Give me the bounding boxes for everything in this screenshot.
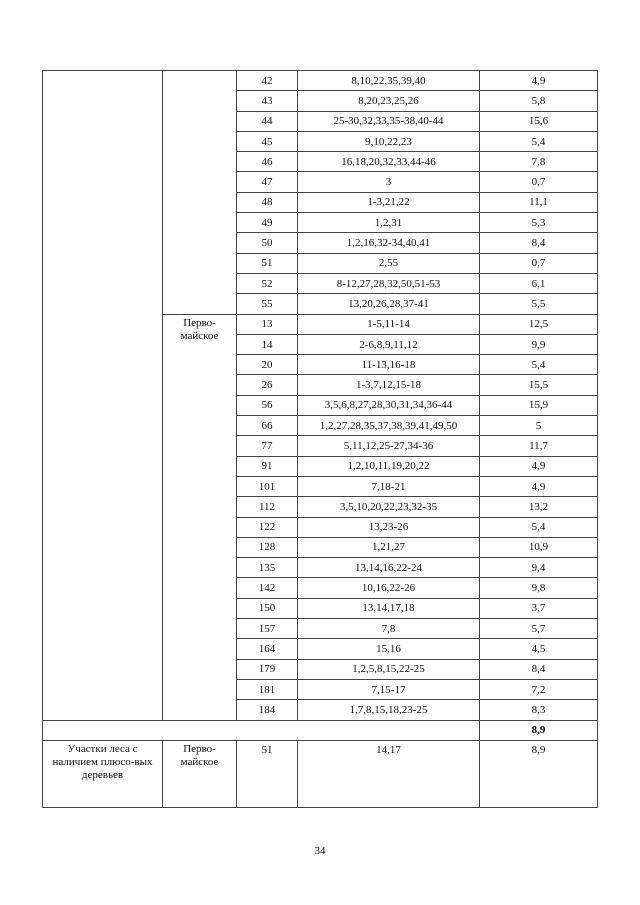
quarter-cell: 112 bbox=[237, 497, 298, 517]
area-cell: 15,6 bbox=[480, 111, 598, 131]
plots-cell: 7,8 bbox=[298, 619, 480, 639]
quarter-cell: 20 bbox=[237, 355, 298, 375]
area-cell: 7,2 bbox=[480, 679, 598, 699]
plots-cell: 14,17 bbox=[298, 740, 480, 807]
plots-cell: 13,23-26 bbox=[298, 517, 480, 537]
plots-cell: 2-6,8,9,11,12 bbox=[298, 334, 480, 354]
plots-cell: 13,20,26,28,37-41 bbox=[298, 294, 480, 314]
plots-cell: 1,21,27 bbox=[298, 537, 480, 557]
area-cell: 15,9 bbox=[480, 395, 598, 415]
total-label-cell bbox=[43, 720, 480, 740]
quarter-cell: 43 bbox=[237, 91, 298, 111]
plots-cell: 2,55 bbox=[298, 253, 480, 273]
quarter-cell: 13 bbox=[237, 314, 298, 334]
total-area-cell: 8,9 bbox=[480, 720, 598, 740]
quarter-cell: 150 bbox=[237, 598, 298, 618]
plots-cell: 25-30,32,33,35-38,40-44 bbox=[298, 111, 480, 131]
quarter-cell: 157 bbox=[237, 619, 298, 639]
quarter-cell: 48 bbox=[237, 192, 298, 212]
plots-cell: 13,14,17,18 bbox=[298, 598, 480, 618]
area-cell: 5,4 bbox=[480, 517, 598, 537]
table-row bbox=[43, 71, 598, 91]
area-cell: 8,4 bbox=[480, 659, 598, 679]
plots-cell: 1,2,16,32-34,40,41 bbox=[298, 233, 480, 253]
plots-cell: 3,5,6,8,27,28,30,31,34,36-44 bbox=[298, 395, 480, 415]
area-cell: 11,7 bbox=[480, 436, 598, 456]
category-cell bbox=[43, 71, 163, 721]
table-body bbox=[43, 71, 598, 808]
quarter-cell: 46 bbox=[237, 152, 298, 172]
area-cell: 5 bbox=[480, 416, 598, 436]
area-cell: 5,7 bbox=[480, 619, 598, 639]
quarter-cell: 52 bbox=[237, 273, 298, 293]
area-cell: 5,4 bbox=[480, 131, 598, 151]
area-cell: 6,1 bbox=[480, 273, 598, 293]
quarter-cell: 128 bbox=[237, 537, 298, 557]
quarter-cell: 56 bbox=[237, 395, 298, 415]
quarter-cell: 135 bbox=[237, 558, 298, 578]
area-cell: 4,9 bbox=[480, 71, 598, 91]
plots-cell: 1,2,10,11,19,20,22 bbox=[298, 456, 480, 476]
plots-cell: 8,20,23,25,26 bbox=[298, 91, 480, 111]
quarter-cell: 51 bbox=[237, 253, 298, 273]
quarter-cell: 122 bbox=[237, 517, 298, 537]
plots-cell: 13,14,16,22-24 bbox=[298, 558, 480, 578]
plots-cell: 1-3,7,12,15-18 bbox=[298, 375, 480, 395]
total-row bbox=[43, 720, 598, 740]
plots-cell: 16,18,20,32,33,44-46 bbox=[298, 152, 480, 172]
quarter-cell: 181 bbox=[237, 679, 298, 699]
plots-cell: 7,15-17 bbox=[298, 679, 480, 699]
forestry-cell: Перво-майское bbox=[163, 314, 237, 720]
area-cell: 0,7 bbox=[480, 172, 598, 192]
quarter-cell: 42 bbox=[237, 71, 298, 91]
page-number: 34 bbox=[314, 845, 326, 857]
area-cell: 4,5 bbox=[480, 639, 598, 659]
plots-cell: 15,16 bbox=[298, 639, 480, 659]
area-cell: 13,2 bbox=[480, 497, 598, 517]
plots-cell: 3 bbox=[298, 172, 480, 192]
area-cell: 11,1 bbox=[480, 192, 598, 212]
quarter-cell: 77 bbox=[237, 436, 298, 456]
area-cell: 5,8 bbox=[480, 91, 598, 111]
area-cell: 5,4 bbox=[480, 355, 598, 375]
area-cell: 7,8 bbox=[480, 152, 598, 172]
quarter-cell: 142 bbox=[237, 578, 298, 598]
area-cell: 8,3 bbox=[480, 700, 598, 720]
quarter-cell: 101 bbox=[237, 476, 298, 496]
quarter-cell: 66 bbox=[237, 416, 298, 436]
area-cell: 5,3 bbox=[480, 213, 598, 233]
plots-cell: 1,2,31 bbox=[298, 213, 480, 233]
area-cell: 9,9 bbox=[480, 334, 598, 354]
quarter-cell: 14 bbox=[237, 334, 298, 354]
forestry-cell bbox=[163, 71, 237, 315]
plots-cell: 8-12,27,28,32,50,51-53 bbox=[298, 273, 480, 293]
quarter-cell: 47 bbox=[237, 172, 298, 192]
area-cell: 8,9 bbox=[480, 740, 598, 807]
area-cell: 3,7 bbox=[480, 598, 598, 618]
quarter-cell: 50 bbox=[237, 233, 298, 253]
quarter-cell: 164 bbox=[237, 639, 298, 659]
forestry-cell: Перво-майское bbox=[163, 740, 237, 807]
area-cell: 9,4 bbox=[480, 558, 598, 578]
quarter-cell: 26 bbox=[237, 375, 298, 395]
plots-cell: 1,7,8,15,18,23-25 bbox=[298, 700, 480, 720]
plots-cell: 5,11,12,25-27,34-36 bbox=[298, 436, 480, 456]
area-cell: 4,9 bbox=[480, 476, 598, 496]
quarter-cell: 45 bbox=[237, 131, 298, 151]
quarter-cell: 55 bbox=[237, 294, 298, 314]
quarter-cell: 91 bbox=[237, 456, 298, 476]
area-cell: 15,5 bbox=[480, 375, 598, 395]
area-cell: 5,5 bbox=[480, 294, 598, 314]
area-cell: 12,5 bbox=[480, 314, 598, 334]
plots-cell: 9,10,22,23 bbox=[298, 131, 480, 151]
plots-cell: 8,10,22,35,39,40 bbox=[298, 71, 480, 91]
category-cell: Участки леса с наличием плюсо-вых деревьев bbox=[43, 740, 163, 807]
area-cell: 0,7 bbox=[480, 253, 598, 273]
plots-cell: 10,16,22-26 bbox=[298, 578, 480, 598]
area-cell: 4,9 bbox=[480, 456, 598, 476]
area-cell: 10,9 bbox=[480, 537, 598, 557]
plots-cell: 1-5,11-14 bbox=[298, 314, 480, 334]
plots-cell: 1-3,21,22 bbox=[298, 192, 480, 212]
quarter-cell: 184 bbox=[237, 700, 298, 720]
area-cell: 9,8 bbox=[480, 578, 598, 598]
plots-cell: 11-13,16-18 bbox=[298, 355, 480, 375]
quarter-cell: 51 bbox=[237, 740, 298, 807]
quarter-cell: 44 bbox=[237, 111, 298, 131]
plus-trees-row bbox=[43, 740, 598, 807]
area-cell: 8,4 bbox=[480, 233, 598, 253]
quarter-cell: 179 bbox=[237, 659, 298, 679]
plots-cell: 7,18-21 bbox=[298, 476, 480, 496]
plots-cell: 1,2,27,28,35,37,38,39,41,49,50 bbox=[298, 416, 480, 436]
quarter-cell: 49 bbox=[237, 213, 298, 233]
forest-plots-table bbox=[42, 70, 598, 808]
plots-cell: 3,5,10,20,22,23,32-35 bbox=[298, 497, 480, 517]
plots-cell: 1,2,5,8,15,22-25 bbox=[298, 659, 480, 679]
